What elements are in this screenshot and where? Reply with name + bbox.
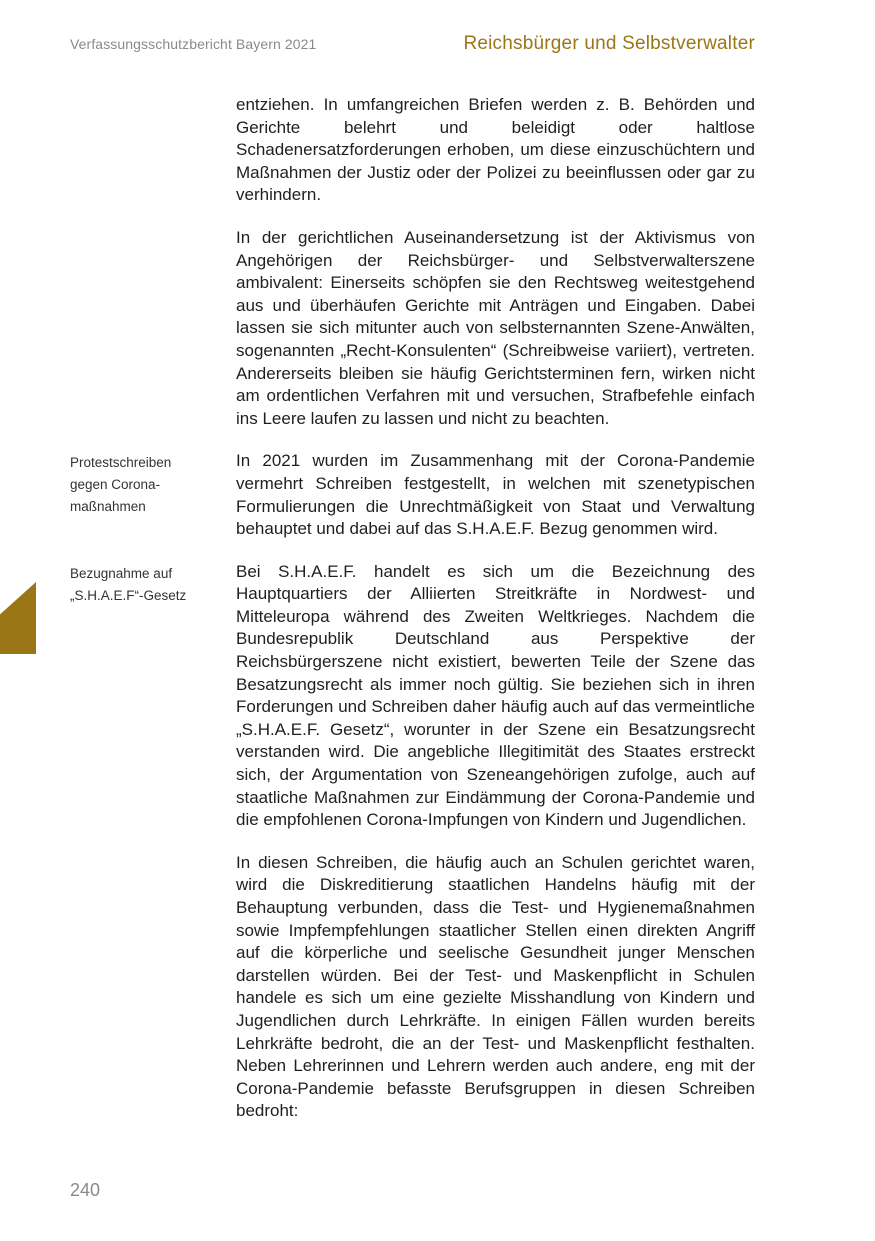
paragraph-text: Bei S.H.A.E.F. handelt es sich um die Bezeichnung des Hauptquartiers der Alliierten Streitkräfte in Nordwest- und Mitteleuropa während des Zweiten Weltkrieges. Nachdem die Bundesrepublik Deutschland aus Perspektive der Reichsbürgerszene nicht existiert, bewerten Teile der Szene das Besatzungsrecht als immer noch gültig. Sie beziehen sich in ihren Forderungen und Schreiben daher häufig auch auf das vermeintliche „S.H.A.E.F. Gesetz“, worunter in der Szene ein Besatzungsrecht verstanden wird. Die angebliche Illegitimität des Staates erstreckt sich, der Argumentation von Szeneangehörigen zufolge, auch auf staatliche Maßnahmen zur Eindämmung der Corona-Pandemie und die empfohlenen Corona-Impfungen von Kindern und Jugendlichen. bbox=[236, 561, 755, 830]
paragraph-text: In diesen Schreiben, die häufig auch an Schulen gerichtet waren, wird die Diskreditierung staatlichen Handelns häufig mit der Behauptung verbunden, dass die Test- und Hygienemaßnahmen sowie Impfempfehlungen staatlicher Stellen einen direkten Angriff auf die körperliche und seelische Gesundheit junger Menschen darstellen würden. Bei der Test- und Maskenpflicht in Schulen handele es sich um eine gezielte Misshandlung von Kindern und Jugendlichen durch Lehrkräfte. In einigen Fällen wurden bereits Lehrkräfte bedroht, die an der Test- und Maskenpflicht festhalten. Neben Lehrerinnen und Lehrern werden auch andere, eng mit der Corona-Pandemie befasste Berufsgruppen in diesen Schreiben bedroht: bbox=[236, 852, 755, 1121]
page-number: 240 bbox=[70, 1180, 101, 1200]
running-header-title: Verfassungsschutzbericht Bayern 2021 bbox=[70, 36, 317, 52]
paragraph-text: In der gerichtlichen Auseinandersetzung ist der Aktivismus von Angehörigen der Reichsbürger- und Selbstverwalterszene ambivalent: Einerseits schöpfen sie den Rechtsweg weitestgehend aus und überhäufen Gerichte mit Anträgen und Eingaben. Dabei lassen sie sich mitunter auch von selbsternannten Szene-Anwälten, sogenannten „Recht-Konsulenten“ (Schreibweise variiert), vertreten. Andererseits bleiben sie häufig Gerichtsterminen fern, wirken nicht am ordentlichen Verfahren mit und versuchen, Strafbefehle einfach ins Leere laufen zu lassen und nicht zu beachten. bbox=[236, 227, 755, 428]
chapter-tab-marker bbox=[0, 582, 36, 654]
paragraph-1 bbox=[236, 94, 755, 207]
chapter-title: Reichsbürger und Selbstverwalter bbox=[463, 33, 755, 54]
main-text-column bbox=[70, 94, 755, 1143]
paragraph-4 bbox=[70, 561, 755, 832]
margin-note-protestschreiben: Protestschreiben gegen Corona- maßnahmen bbox=[70, 455, 172, 515]
paragraph-5 bbox=[236, 852, 755, 1123]
paragraph-text: entziehen. In umfangreichen Briefen werden z. B. Behörden und Gerichte belehrt und beleidigt oder haltlose Schadenersatzforderungen erhoben, um diese einzuschüchtern und Maßnahmen der Justiz oder der Polizei zu beeinflussen oder gar zu verhindern. bbox=[236, 95, 755, 205]
paragraph-2 bbox=[236, 227, 755, 430]
margin-note-shaef: Bezugnahme auf „S.H.A.E.F“-Gesetz bbox=[70, 565, 187, 603]
paragraph-3 bbox=[70, 450, 755, 540]
paragraph-text: In 2021 wurden im Zusammenhang mit der Corona-Pandemie vermehrt Schreiben festgestellt, in welchen mit szenetypischen Formulierungen die Unrechtmäßigkeit von Staat und Verwaltung behauptet und dabei auf das S.H.A.E.F. Bezug genommen wird. bbox=[236, 451, 755, 539]
